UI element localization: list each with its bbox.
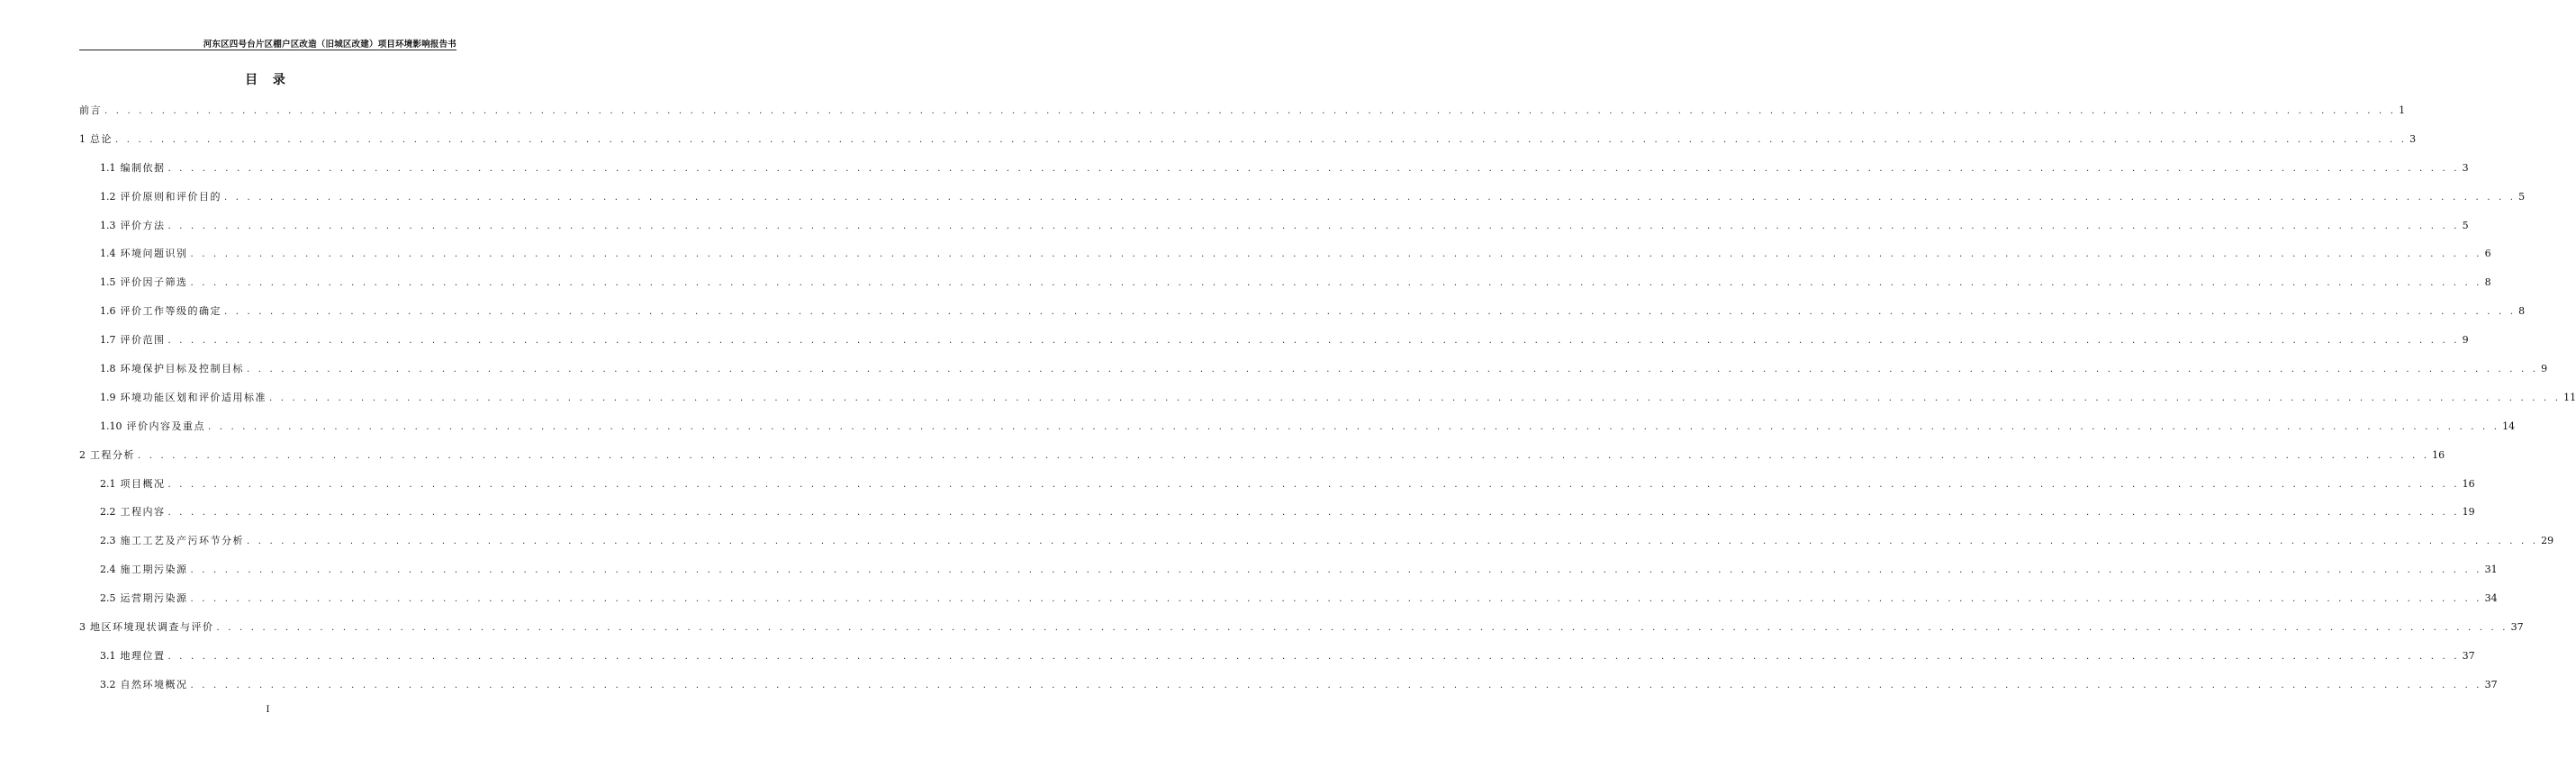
dot-leader: . . . . . . . . . . . . . . . . . . . . . . . . . . . . . . . . . . . . . . . . . . . . . . . . . . . . . . . . . . . . . . . . . . . . . . . . . . . . . . . . . . . . . . . . . . . . . . . . . . . . . . . . . . . . . . . . . . . . . . . . . . . . . . . . . . . . . . . . . . . . . . . . . . . . . . . . . . . . . . . . . . . . . . . . . . . . . . . . . . . . . . . . . . . . . . . . . . . . . . . . (269, 393, 2562, 403)
toc-entry-page: 19 (2462, 506, 2475, 519)
toc-entry-page: 16 (2432, 448, 2445, 461)
toc-entry-label: 地理位置 (120, 649, 166, 662)
toc-entry-page: 9 (2462, 334, 2469, 347)
toc-entry-title (100, 534, 244, 548)
dot-leader: . . . . . . . . . . . . . . . . . . . . . . . . . . . . . . . . . . . . . . . . . . . . . . . . . . . . . . . . . . . . . . . . . . . . . . . . . . . . . . . . . . . . . . . . . . . . . . . . . . . . . . . . . . . . . . . . . . . . . . . . . . . . . . . . . . . . . . . . . . . . . . . . . . . . . . . . . . . . . . . . . . . . . . . . . . . . . . . . . . . . . . . . . . . . . . . . . . . . . . . . (167, 508, 2460, 519)
toc-entry-number: 2.2 (100, 506, 116, 519)
toc-entry-page: 8 (2484, 276, 2491, 289)
toc-entry-page: 29 (2541, 535, 2554, 547)
toc-entry-number: 2.4 (100, 564, 116, 576)
table-of-contents (79, 104, 2576, 707)
toc-entry-number: 2.1 (100, 477, 116, 490)
dot-leader: . . . . . . . . . . . . . . . . . . . . . . . . . . . . . . . . . . . . . . . . . . . . . . . . . . . . . . . . . . . . . . . . . . . . . . . . . . . . . . . . . . . . . . . . . . . . . . . . . . . . . . . . . . . . . . . . . . . . . . . . . . . . . . . . . . . . . . . . . . . . . . . . . . . . . . . . . . . . . . . . . . . . . . . . . . . . . . . . . . . . . . . . . . . . . . . . . . . . . . . . (247, 365, 2539, 375)
dot-leader: . . . . . . . . . . . . . . . . . . . . . . . . . . . . . . . . . . . . . . . . . . . . . . . . . . . . . . . . . . . . . . . . . . . . . . . . . . . . . . . . . . . . . . . . . . . . . . . . . . . . . . . . . . . . . . . . . . . . . . . . . . . . . . . . . . . . . . . . . . . . . . . . . . . . . . . . . . . . . . . . . . . . . . . . . . . . . . . . . . . . . . . . . . . . . . . . . . . . . . . . (224, 307, 2517, 318)
toc-entry-number: 1.6 (100, 305, 116, 318)
dot-leader: . . . . . . . . . . . . . . . . . . . . . . . . . . . . . . . . . . . . . . . . . . . . . . . . . . . . . . . . . . . . . . . . . . . . . . . . . . . . . . . . . . . . . . . . . . . . . . . . . . . . . . . . . . . . . . . . . . . . . . . . . . . . . . . . . . . . . . . . . . . . . . . . . . . . . . . . . . . . . . . . . . . . . . . . . . . . . . . . . . . . . . . . . . . . . . . . . . . . . . . . (167, 651, 2460, 662)
toc-entry[interactable] (79, 534, 2554, 563)
toc-entry-page: 3 (2409, 132, 2417, 145)
toc-entry-page: 34 (2484, 592, 2498, 605)
dot-leader: . . . . . . . . . . . . . . . . . . . . . . . . . . . . . . . . . . . . . . . . . . . . . . . . . . . . . . . . . . . . . . . . . . . . . . . . . . . . . . . . . . . . . . . . . . . . . . . . . . . . . . . . . . . . . . . . . . . . . . . . . . . . . . . . . . . . . . . . . . . . . . . . . . . . . . . . . . . . . . . . . . . . . . . . . . . . . . . . . . . . . . . . . . . . . . . . . . . . . . . . (247, 537, 2539, 547)
toc-entry-label: 环境问题识别 (120, 248, 188, 260)
toc-entry[interactable] (79, 362, 2548, 391)
toc-entry-number: 2.3 (100, 535, 116, 547)
toc-entry-number: 1.5 (100, 276, 116, 289)
toc-entry-title (100, 505, 166, 519)
toc-entry-page: 8 (2518, 305, 2526, 318)
toc-entry-number: 1.8 (100, 363, 116, 375)
toc-entry-title (100, 333, 166, 347)
toc-entry-label: 施工期污染源 (120, 564, 188, 576)
dot-leader: . . . . . . . . . . . . . . . . . . . . . . . . . . . . . . . . . . . . . . . . . . . . . . . . . . . . . . . . . . . . . . . . . . . . . . . . . . . . . . . . . . . . . . . . . . . . . . . . . . . . . . . . . . . . . . . . . . . . . . . . . . . . . . . . . . . . . . . . . . . . . . . . . . . . . . . . . . . . . . . . . . . . . . . . . . . . . . . . . . . . . . . . . . . . . . . . . . . . . . . . (190, 680, 2482, 690)
toc-entry[interactable] (79, 477, 2475, 506)
toc-entry[interactable] (79, 304, 2526, 333)
toc-entry-label: 评价内容及重点 (126, 420, 205, 432)
toc-entry-page: 3 (2462, 161, 2469, 174)
toc-entry-page: 14 (2502, 420, 2516, 432)
dot-leader: . . . . . . . . . . . . . . . . . . . . . . . . . . . . . . . . . . . . . . . . . . . . . . . . . . . . . . . . . . . . . . . . . . . . . . . . . . . . . . . . . . . . . . . . . . . . . . . . . . . . . . . . . . . . . . . . . . . . . . . . . . . . . . . . . . . . . . . . . . . . . . . . . . . . . . . . . . . . . . . . . . . . . . . . . . . . . . . . . . . . . . . . . . . . . . . . . . . . . . . . (104, 106, 2397, 116)
toc-entry-label: 评价原则和评价目的 (120, 190, 221, 203)
dot-leader: . . . . . . . . . . . . . . . . . . . . . . . . . . . . . . . . . . . . . . . . . . . . . . . . . . . . . . . . . . . . . . . . . . . . . . . . . . . . . . . . . . . . . . . . . . . . . . . . . . . . . . . . . . . . . . . . . . . . . . . . . . . . . . . . . . . . . . . . . . . . . . . . . . . . . . . . . . . . . . . . . . . . . . . . . . . . . . . . . . . . . . . . . . . . . . . . . . . . . . . . (167, 221, 2460, 231)
toc-entry-title (100, 219, 166, 233)
dot-leader: . . . . . . . . . . . . . . . . . . . . . . . . . . . . . . . . . . . . . . . . . . . . . . . . . . . . . . . . . . . . . . . . . . . . . . . . . . . . . . . . . . . . . . . . . . . . . . . . . . . . . . . . . . . . . . . . . . . . . . . . . . . . . . . . . . . . . . . . . . . . . . . . . . . . . . . . . . . . . . . . . . . . . . . . . . . . . . . . . . . . . . . . . . . . . . . . . . . . . . . . (190, 594, 2482, 605)
toc-entry-title (100, 275, 188, 290)
toc-entry[interactable] (79, 448, 2445, 477)
toc-entry-page: 16 (2462, 477, 2475, 490)
toc-entry-page: 31 (2484, 564, 2498, 576)
dot-leader: . . . . . . . . . . . . . . . . . . . . . . . . . . . . . . . . . . . . . . . . . . . . . . . . . . . . . . . . . . . . . . . . . . . . . . . . . . . . . . . . . . . . . . . . . . . . . . . . . . . . . . . . . . . . . . . . . . . . . . . . . . . . . . . . . . . . . . . . . . . . . . . . . . . . . . . . . . . . . . . . . . . . . . . . . . . . . . . . . . . . . . . . . . . . . . . . . . . . . . . . (190, 249, 2482, 260)
toc-entry[interactable] (79, 391, 2576, 420)
toc-entry-label: 环境保护目标及控制目标 (120, 363, 244, 375)
toc-entry-number: 3.2 (100, 678, 116, 690)
toc-entry-label: 评价工作等级的确定 (120, 305, 221, 318)
toc-entry-title (79, 448, 135, 463)
toc-entry-page: 37 (2510, 621, 2524, 634)
toc-entry-title (100, 391, 267, 405)
toc-entry-number: 3.1 (100, 649, 116, 662)
toc-entry-number: 1 (79, 132, 86, 145)
toc-entry-title (79, 104, 102, 118)
toc-entry-number: 1.3 (100, 219, 116, 231)
toc-entry-number: 1.1 (100, 161, 116, 174)
toc-entry-page: 37 (2462, 649, 2475, 662)
toc-entry[interactable] (79, 563, 2498, 591)
dot-leader: . . . . . . . . . . . . . . . . . . . . . . . . . . . . . . . . . . . . . . . . . . . . . . . . . . . . . . . . . . . . . . . . . . . . . . . . . . . . . . . . . . . . . . . . . . . . . . . . . . . . . . . . . . . . . . . . . . . . . . . . . . . . . . . . . . . . . . . . . . . . . . . . . . . . . . . . . . . . . . . . . . . . . . . . . . . . . . . . . . . . . . . . . . . . . . . . . . . . . . . . (167, 479, 2460, 490)
toc-entry-page: 5 (2462, 219, 2469, 231)
toc-entry-title (100, 420, 205, 434)
dot-leader: . . . . . . . . . . . . . . . . . . . . . . . . . . . . . . . . . . . . . . . . . . . . . . . . . . . . . . . . . . . . . . . . . . . . . . . . . . . . . . . . . . . . . . . . . . . . . . . . . . . . . . . . . . . . . . . . . . . . . . . . . . . . . . . . . . . . . . . . . . . . . . . . . . . . . . . . . . . . . . . . . . . . . . . . . . . . . . . . . . . . . . . . . . . . . . . . . . . . . . . . (216, 623, 2508, 634)
toc-entry-page: 37 (2484, 678, 2498, 690)
toc-entry-label: 施工工艺及产污环节分析 (120, 535, 244, 547)
dot-leader: . . . . . . . . . . . . . . . . . . . . . . . . . . . . . . . . . . . . . . . . . . . . . . . . . . . . . . . . . . . . . . . . . . . . . . . . . . . . . . . . . . . . . . . . . . . . . . . . . . . . . . . . . . . . . . . . . . . . . . . . . . . . . . . . . . . . . . . . . . . . . . . . . . . . . . . . . . . . . . . . . . . . . . . . . . . . . . . . . . . . . . . . . . . . . . . . . . . . . . . . (167, 163, 2460, 174)
toc-entry-number: 1.10 (100, 420, 122, 432)
toc-entry[interactable] (79, 132, 2417, 161)
dot-leader: . . . . . . . . . . . . . . . . . . . . . . . . . . . . . . . . . . . . . . . . . . . . . . . . . . . . . . . . . . . . . . . . . . . . . . . . . . . . . . . . . . . . . . . . . . . . . . . . . . . . . . . . . . . . . . . . . . . . . . . . . . . . . . . . . . . . . . . . . . . . . . . . . . . . . . . . . . . . . . . . . . . . . . . . . . . . . . . . . . . . . . . . . . . . . . . . . . . . . . . . (190, 565, 2482, 576)
toc-entry-label: 评价因子筛选 (120, 276, 188, 289)
toc-entry-label: 编制依据 (120, 161, 166, 174)
toc-entry-label: 工程分析 (90, 448, 135, 461)
toc-entry-title (100, 563, 188, 577)
toc-entry-title (79, 132, 113, 147)
toc-entry[interactable] (79, 190, 2526, 219)
toc-entry[interactable] (79, 649, 2475, 678)
toc-entry-label: 评价方法 (120, 219, 166, 231)
toc-entry-number: 2 (79, 448, 86, 461)
dot-leader: . . . . . . . . . . . . . . . . . . . . . . . . . . . . . . . . . . . . . . . . . . . . . . . . . . . . . . . . . . . . . . . . . . . . . . . . . . . . . . . . . . . . . . . . . . . . . . . . . . . . . . . . . . . . . . . . . . . . . . . . . . . . . . . . . . . . . . . . . . . . . . . . . . . . . . . . . . . . . . . . . . . . . . . . . . . . . . . . . . . . . . . . . . . . . . . . . . . . . . . . (224, 192, 2517, 203)
dot-leader: . . . . . . . . . . . . . . . . . . . . . . . . . . . . . . . . . . . . . . . . . . . . . . . . . . . . . . . . . . . . . . . . . . . . . . . . . . . . . . . . . . . . . . . . . . . . . . . . . . . . . . . . . . . . . . . . . . . . . . . . . . . . . . . . . . . . . . . . . . . . . . . . . . . . . . . . . . . . . . . . . . . . . . . . . . . . . . . . . . . . . . . . . . . . . . . . . . . . . . . . (167, 336, 2460, 347)
toc-entry[interactable] (79, 420, 2516, 448)
toc-entry[interactable] (79, 219, 2469, 248)
toc-entry-number: 1.7 (100, 334, 116, 347)
toc-entry[interactable] (79, 505, 2475, 534)
toc-entry-page: 1 (2399, 104, 2406, 116)
toc-entry-label: 项目概况 (120, 477, 166, 490)
dot-leader: . . . . . . . . . . . . . . . . . . . . . . . . . . . . . . . . . . . . . . . . . . . . . . . . . . . . . . . . . . . . . . . . . . . . . . . . . . . . . . . . . . . . . . . . . . . . . . . . . . . . . . . . . . . . . . . . . . . . . . . . . . . . . . . . . . . . . . . . . . . . . . . . . . . . . . . . . . . . . . . . . . . . . . . . . . . . . . . . . . . . . . . . . . . . . . . . . . . . . . . . (190, 278, 2482, 289)
toc-entry-title (100, 591, 188, 606)
toc-entry-label: 总论 (90, 132, 113, 145)
toc-entry-title (100, 477, 166, 492)
toc-entry-number: 2.5 (100, 592, 116, 605)
toc-entry-number: 1.2 (100, 190, 116, 203)
toc-entry-page: 5 (2518, 190, 2526, 203)
toc-entry-page: 9 (2541, 363, 2548, 375)
toc-entry-title (79, 620, 214, 635)
toc-entry-number: 3 (79, 621, 86, 634)
running-header: 河东区四号台片区棚户区改造（旧城区改建）项目环境影响报告书 (203, 40, 456, 50)
toc-entry-page: 6 (2484, 248, 2491, 260)
toc-entry[interactable] (79, 333, 2469, 362)
toc-entry-label: 自然环境概况 (120, 678, 188, 690)
toc-entry-label: 地区环境现状调查与评价 (90, 621, 214, 634)
toc-entry-label: 环境功能区划和评价适用标准 (120, 391, 267, 403)
toc-entry[interactable] (79, 275, 2491, 304)
toc-entry[interactable] (79, 620, 2524, 649)
toc-entry[interactable] (79, 591, 2498, 620)
dot-leader: . . . . . . . . . . . . . . . . . . . . . . . . . . . . . . . . . . . . . . . . . . . . . . . . . . . . . . . . . . . . . . . . . . . . . . . . . . . . . . . . . . . . . . . . . . . . . . . . . . . . . . . . . . . . . . . . . . . . . . . . . . . . . . . . . . . . . . . . . . . . . . . . . . . . . . . . . . . . . . . . . . . . . . . . . . . . . . . . . . . . . . . . . . . . . . . . . . . . . . . . (115, 134, 2408, 145)
toc-entry-title (100, 304, 221, 319)
toc-entry[interactable] (79, 678, 2498, 707)
toc-entry-label: 前言 (79, 104, 102, 116)
page-title: 目 录 (245, 73, 291, 87)
dot-leader: . . . . . . . . . . . . . . . . . . . . . . . . . . . . . . . . . . . . . . . . . . . . . . . . . . . . . . . . . . . . . . . . . . . . . . . . . . . . . . . . . . . . . . . . . . . . . . . . . . . . . . . . . . . . . . . . . . . . . . . . . . . . . . . . . . . . . . . . . . . . . . . . . . . . . . . . . . . . . . . . . . . . . . . . . . . . . . . . . . . . . . . . . . . . . . . . . . . . . . . . (138, 450, 2430, 461)
toc-entry-label: 运营期污染源 (120, 592, 188, 605)
toc-entry[interactable] (79, 247, 2491, 275)
toc-entry-number: 1.9 (100, 391, 116, 403)
toc-entry-title (100, 649, 166, 663)
page-number: I (266, 705, 270, 715)
toc-entry-title (100, 190, 221, 204)
toc-entry-label: 工程内容 (120, 506, 166, 519)
toc-entry-title (100, 247, 188, 261)
toc-entry[interactable] (79, 161, 2469, 190)
toc-entry-label: 评价范围 (120, 334, 166, 347)
toc-entry-title (100, 161, 166, 176)
toc-entry-page: 11 (2563, 391, 2576, 403)
toc-entry-title (100, 678, 188, 692)
toc-entry-number: 1.4 (100, 248, 116, 260)
dot-leader: . . . . . . . . . . . . . . . . . . . . . . . . . . . . . . . . . . . . . . . . . . . . . . . . . . . . . . . . . . . . . . . . . . . . . . . . . . . . . . . . . . . . . . . . . . . . . . . . . . . . . . . . . . . . . . . . . . . . . . . . . . . . . . . . . . . . . . . . . . . . . . . . . . . . . . . . . . . . . . . . . . . . . . . . . . . . . . . . . . . . . . . . . . . . . . . . . . . . . . . . (208, 421, 2500, 432)
toc-entry[interactable] (79, 104, 2406, 132)
toc-entry-title (100, 362, 244, 376)
